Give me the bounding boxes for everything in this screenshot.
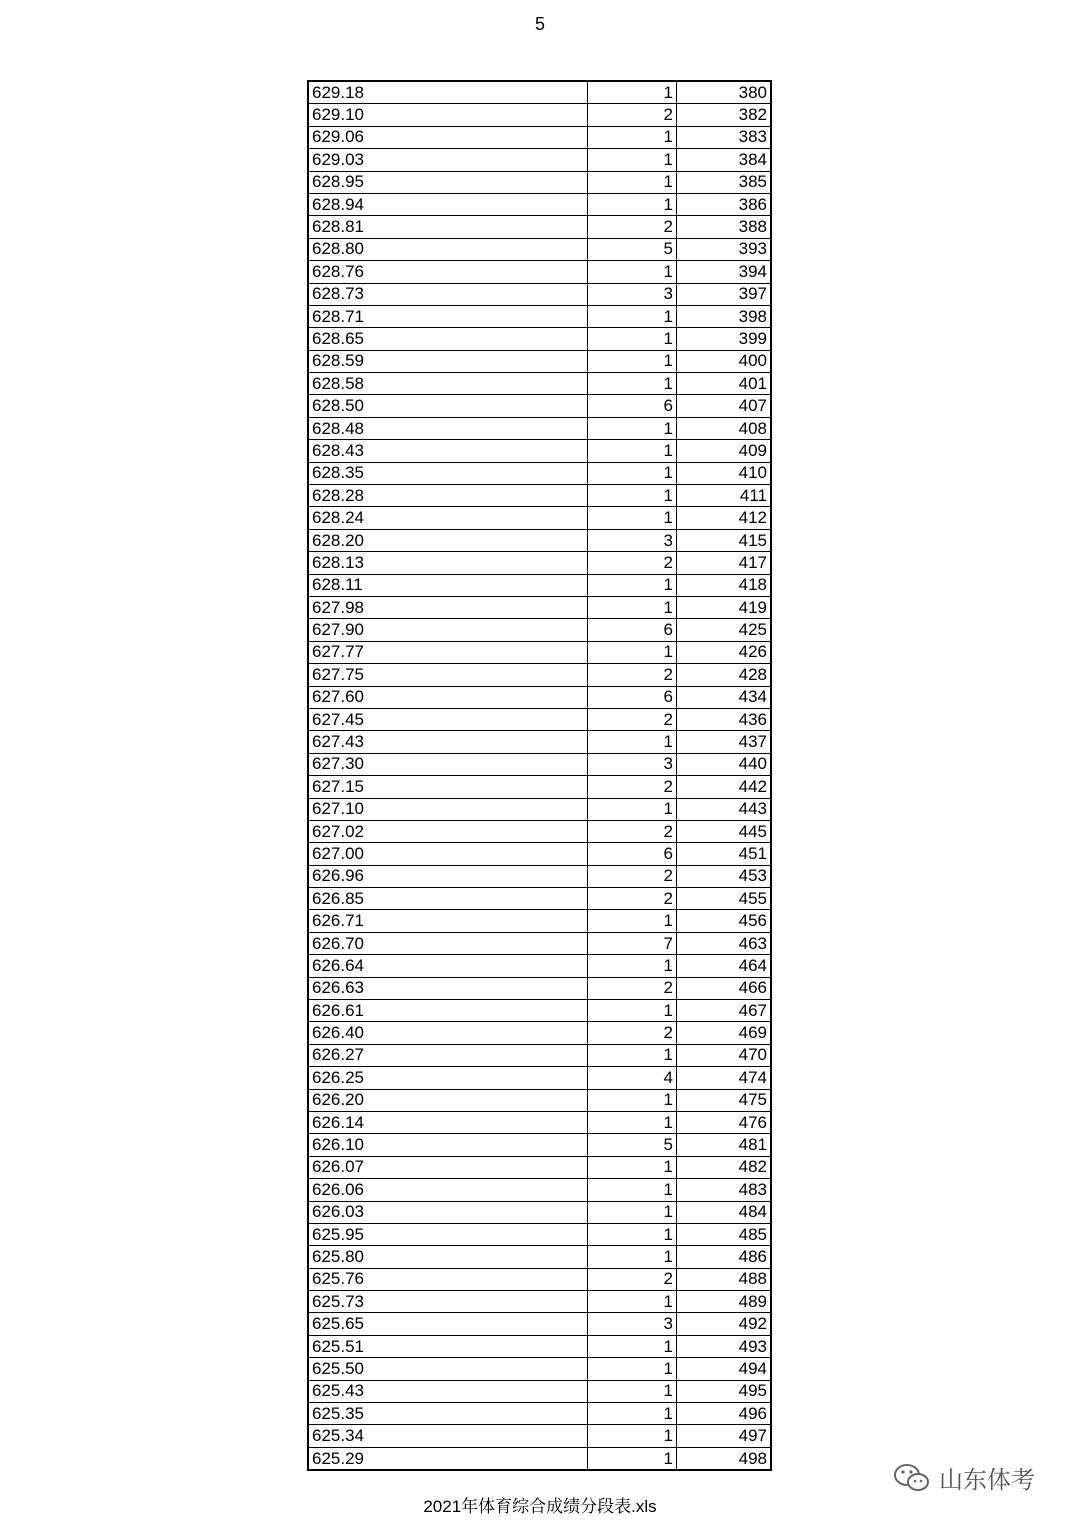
score-cell: 625.95 <box>308 1223 588 1245</box>
table-row <box>308 1447 771 1470</box>
count-cell: 1 <box>588 1380 677 1402</box>
score-cell: 626.61 <box>308 1000 588 1022</box>
table-row <box>308 1358 771 1380</box>
cumulative-cell: 410 <box>677 462 772 484</box>
table-row <box>308 81 771 104</box>
cumulative-cell: 415 <box>677 529 772 551</box>
count-cell: 1 <box>588 149 677 171</box>
table-row <box>308 529 771 551</box>
count-cell: 6 <box>588 843 677 865</box>
table-row <box>308 485 771 507</box>
table-row <box>308 1111 771 1133</box>
cumulative-cell: 408 <box>677 417 772 439</box>
score-cell: 626.07 <box>308 1156 588 1178</box>
score-cell: 625.50 <box>308 1358 588 1380</box>
cumulative-cell: 451 <box>677 843 772 865</box>
cumulative-cell: 393 <box>677 238 772 260</box>
score-cell: 628.65 <box>308 328 588 350</box>
count-cell: 1 <box>588 261 677 283</box>
score-cell: 627.75 <box>308 664 588 686</box>
table-row <box>308 731 771 753</box>
score-cell: 628.13 <box>308 552 588 574</box>
score-cell: 628.50 <box>308 395 588 417</box>
table-row <box>308 843 771 865</box>
cumulative-cell: 453 <box>677 865 772 887</box>
count-cell: 3 <box>588 753 677 775</box>
table-row <box>308 1022 771 1044</box>
score-cell: 625.65 <box>308 1313 588 1335</box>
count-cell: 1 <box>588 1000 677 1022</box>
table-row <box>308 820 771 842</box>
table-row <box>308 1044 771 1066</box>
table-row <box>308 1223 771 1245</box>
cumulative-cell: 463 <box>677 932 772 954</box>
table-row <box>308 149 771 171</box>
cumulative-cell: 417 <box>677 552 772 574</box>
table-row <box>308 283 771 305</box>
table-row <box>308 977 771 999</box>
table-row <box>308 1134 771 1156</box>
table-row <box>308 1201 771 1223</box>
cumulative-cell: 388 <box>677 216 772 238</box>
table-row <box>308 776 771 798</box>
score-table-body <box>308 81 771 1470</box>
count-cell: 1 <box>588 1089 677 1111</box>
table-row <box>308 216 771 238</box>
score-cell: 626.03 <box>308 1201 588 1223</box>
table-row <box>308 395 771 417</box>
watermark-text: 山东体考 <box>939 1467 1035 1494</box>
count-cell: 2 <box>588 664 677 686</box>
score-cell: 626.20 <box>308 1089 588 1111</box>
score-cell: 626.06 <box>308 1179 588 1201</box>
cumulative-cell: 484 <box>677 1201 772 1223</box>
cumulative-cell: 434 <box>677 686 772 708</box>
score-cell: 627.98 <box>308 596 588 618</box>
table-row <box>308 1425 771 1447</box>
cumulative-cell: 409 <box>677 440 772 462</box>
cumulative-cell: 494 <box>677 1358 772 1380</box>
table-row <box>308 350 771 372</box>
table-row <box>308 417 771 439</box>
cumulative-cell: 467 <box>677 1000 772 1022</box>
cumulative-cell: 488 <box>677 1268 772 1290</box>
cumulative-cell: 442 <box>677 776 772 798</box>
count-cell: 1 <box>588 328 677 350</box>
count-cell: 1 <box>588 305 677 327</box>
count-cell: 1 <box>588 1201 677 1223</box>
table-row <box>308 708 771 730</box>
count-cell: 1 <box>588 955 677 977</box>
count-cell: 1 <box>588 1447 677 1470</box>
score-cell: 628.80 <box>308 238 588 260</box>
count-cell: 4 <box>588 1067 677 1089</box>
score-cell: 625.76 <box>308 1268 588 1290</box>
table-row <box>308 641 771 663</box>
count-cell: 1 <box>588 1425 677 1447</box>
cumulative-cell: 412 <box>677 507 772 529</box>
table-row <box>308 596 771 618</box>
count-cell: 1 <box>588 798 677 820</box>
count-cell: 1 <box>588 1111 677 1133</box>
table-row <box>308 798 771 820</box>
count-cell: 2 <box>588 552 677 574</box>
score-cell: 625.29 <box>308 1447 588 1470</box>
score-cell: 628.81 <box>308 216 588 238</box>
count-cell: 1 <box>588 126 677 148</box>
count-cell: 6 <box>588 686 677 708</box>
count-cell: 1 <box>588 1246 677 1268</box>
score-cell: 628.76 <box>308 261 588 283</box>
cumulative-cell: 425 <box>677 619 772 641</box>
score-cell: 626.85 <box>308 888 588 910</box>
score-cell: 627.02 <box>308 820 588 842</box>
cumulative-cell: 436 <box>677 708 772 730</box>
score-cell: 626.27 <box>308 1044 588 1066</box>
score-cell: 628.43 <box>308 440 588 462</box>
score-cell: 626.70 <box>308 932 588 954</box>
count-cell: 1 <box>588 193 677 215</box>
score-cell: 628.94 <box>308 193 588 215</box>
count-cell: 2 <box>588 1268 677 1290</box>
score-cell: 628.28 <box>308 485 588 507</box>
count-cell: 1 <box>588 574 677 596</box>
score-cell: 628.59 <box>308 350 588 372</box>
score-cell: 626.64 <box>308 955 588 977</box>
cumulative-cell: 386 <box>677 193 772 215</box>
table-row <box>308 305 771 327</box>
count-cell: 1 <box>588 1335 677 1357</box>
count-cell: 1 <box>588 1179 677 1201</box>
cumulative-cell: 400 <box>677 350 772 372</box>
count-cell: 2 <box>588 865 677 887</box>
cumulative-cell: 399 <box>677 328 772 350</box>
table-row <box>308 193 771 215</box>
count-cell: 1 <box>588 1044 677 1066</box>
count-cell: 2 <box>588 820 677 842</box>
cumulative-cell: 476 <box>677 1111 772 1133</box>
cumulative-cell: 496 <box>677 1403 772 1425</box>
table-row <box>308 1313 771 1335</box>
score-cell: 625.80 <box>308 1246 588 1268</box>
score-cell: 627.60 <box>308 686 588 708</box>
table-row <box>308 1156 771 1178</box>
cumulative-cell: 440 <box>677 753 772 775</box>
table-row <box>308 328 771 350</box>
count-cell: 1 <box>588 440 677 462</box>
cumulative-cell: 483 <box>677 1179 772 1201</box>
table-row <box>308 1000 771 1022</box>
score-cell: 628.73 <box>308 283 588 305</box>
score-cell: 629.18 <box>308 81 588 104</box>
score-cell: 628.24 <box>308 507 588 529</box>
score-cell: 626.10 <box>308 1134 588 1156</box>
count-cell: 1 <box>588 373 677 395</box>
score-cell: 627.77 <box>308 641 588 663</box>
table-row <box>308 753 771 775</box>
table-row <box>308 126 771 148</box>
table-row <box>308 552 771 574</box>
table-row <box>308 1067 771 1089</box>
score-cell: 627.30 <box>308 753 588 775</box>
score-cell: 629.10 <box>308 104 588 126</box>
score-cell: 626.63 <box>308 977 588 999</box>
score-cell: 628.48 <box>308 417 588 439</box>
table-row <box>308 686 771 708</box>
score-cell: 625.35 <box>308 1403 588 1425</box>
table-row <box>308 1089 771 1111</box>
count-cell: 5 <box>588 1134 677 1156</box>
cumulative-cell: 407 <box>677 395 772 417</box>
table-row <box>308 1246 771 1268</box>
table-row <box>308 261 771 283</box>
count-cell: 1 <box>588 641 677 663</box>
table-row <box>308 171 771 193</box>
cumulative-cell: 426 <box>677 641 772 663</box>
table-row <box>308 104 771 126</box>
count-cell: 2 <box>588 977 677 999</box>
cumulative-cell: 398 <box>677 305 772 327</box>
footer-filename: 2021年体育综合成绩分段表.xls <box>423 1497 657 1516</box>
count-cell: 2 <box>588 708 677 730</box>
count-cell: 1 <box>588 1223 677 1245</box>
score-cell: 628.95 <box>308 171 588 193</box>
count-cell: 1 <box>588 1156 677 1178</box>
count-cell: 1 <box>588 1291 677 1313</box>
score-cell: 627.15 <box>308 776 588 798</box>
table-row <box>308 462 771 484</box>
cumulative-cell: 485 <box>677 1223 772 1245</box>
count-cell: 1 <box>588 1358 677 1380</box>
count-cell: 1 <box>588 1403 677 1425</box>
table-row <box>308 910 771 932</box>
cumulative-cell: 394 <box>677 261 772 283</box>
table-row <box>308 440 771 462</box>
count-cell: 2 <box>588 104 677 126</box>
score-cell: 627.90 <box>308 619 588 641</box>
count-cell: 1 <box>588 171 677 193</box>
table-row <box>308 664 771 686</box>
cumulative-cell: 469 <box>677 1022 772 1044</box>
score-cell: 626.14 <box>308 1111 588 1133</box>
cumulative-cell: 495 <box>677 1380 772 1402</box>
cumulative-cell: 428 <box>677 664 772 686</box>
cumulative-cell: 418 <box>677 574 772 596</box>
count-cell: 2 <box>588 776 677 798</box>
cumulative-cell: 401 <box>677 373 772 395</box>
table-row <box>308 574 771 596</box>
page-number: 5 <box>534 14 545 34</box>
count-cell: 1 <box>588 81 677 104</box>
cumulative-cell: 385 <box>677 171 772 193</box>
table-row <box>308 373 771 395</box>
cumulative-cell: 492 <box>677 1313 772 1335</box>
table-row <box>308 238 771 260</box>
table-row <box>308 1380 771 1402</box>
count-cell: 5 <box>588 238 677 260</box>
score-cell: 628.20 <box>308 529 588 551</box>
table-row <box>308 1179 771 1201</box>
score-cell: 625.51 <box>308 1335 588 1357</box>
count-cell: 1 <box>588 462 677 484</box>
table-row <box>308 1268 771 1290</box>
score-cell: 629.03 <box>308 149 588 171</box>
count-cell: 6 <box>588 395 677 417</box>
score-cell: 628.35 <box>308 462 588 484</box>
cumulative-cell: 419 <box>677 596 772 618</box>
count-cell: 2 <box>588 888 677 910</box>
cumulative-cell: 411 <box>677 485 772 507</box>
cumulative-cell: 382 <box>677 104 772 126</box>
score-cell: 626.40 <box>308 1022 588 1044</box>
cumulative-cell: 455 <box>677 888 772 910</box>
score-cell: 627.45 <box>308 708 588 730</box>
count-cell: 7 <box>588 932 677 954</box>
cumulative-cell: 437 <box>677 731 772 753</box>
count-cell: 1 <box>588 417 677 439</box>
count-cell: 2 <box>588 216 677 238</box>
cumulative-cell: 486 <box>677 1246 772 1268</box>
cumulative-cell: 497 <box>677 1425 772 1447</box>
score-cell: 627.10 <box>308 798 588 820</box>
table-row <box>308 865 771 887</box>
score-cell: 627.43 <box>308 731 588 753</box>
cumulative-cell: 380 <box>677 81 772 104</box>
score-cell: 628.58 <box>308 373 588 395</box>
score-cell: 625.43 <box>308 1380 588 1402</box>
score-cell: 626.96 <box>308 865 588 887</box>
count-cell: 1 <box>588 596 677 618</box>
wechat-icon <box>893 1462 931 1494</box>
cumulative-cell: 498 <box>677 1447 772 1470</box>
table-row <box>308 619 771 641</box>
table-row <box>308 955 771 977</box>
cumulative-cell: 481 <box>677 1134 772 1156</box>
count-cell: 1 <box>588 350 677 372</box>
cumulative-cell: 475 <box>677 1089 772 1111</box>
cumulative-cell: 470 <box>677 1044 772 1066</box>
table-row <box>308 1335 771 1357</box>
score-cell: 628.71 <box>308 305 588 327</box>
score-cell: 628.11 <box>308 574 588 596</box>
cumulative-cell: 466 <box>677 977 772 999</box>
cumulative-cell: 474 <box>677 1067 772 1089</box>
score-table-container <box>307 80 772 1471</box>
cumulative-cell: 456 <box>677 910 772 932</box>
table-row <box>308 888 771 910</box>
table-row <box>308 1291 771 1313</box>
count-cell: 1 <box>588 731 677 753</box>
cumulative-cell: 397 <box>677 283 772 305</box>
count-cell: 3 <box>588 529 677 551</box>
count-cell: 3 <box>588 1313 677 1335</box>
cumulative-cell: 464 <box>677 955 772 977</box>
count-cell: 1 <box>588 910 677 932</box>
score-table <box>307 80 772 1471</box>
count-cell: 3 <box>588 283 677 305</box>
count-cell: 6 <box>588 619 677 641</box>
score-cell: 625.73 <box>308 1291 588 1313</box>
count-cell: 1 <box>588 485 677 507</box>
count-cell: 1 <box>588 507 677 529</box>
cumulative-cell: 493 <box>677 1335 772 1357</box>
cumulative-cell: 383 <box>677 126 772 148</box>
cumulative-cell: 482 <box>677 1156 772 1178</box>
score-cell: 627.00 <box>308 843 588 865</box>
score-cell: 626.71 <box>308 910 588 932</box>
table-row <box>308 932 771 954</box>
score-cell: 625.34 <box>308 1425 588 1447</box>
count-cell: 2 <box>588 1022 677 1044</box>
cumulative-cell: 445 <box>677 820 772 842</box>
watermark <box>893 1460 1035 1495</box>
score-cell: 626.25 <box>308 1067 588 1089</box>
table-row <box>308 1403 771 1425</box>
cumulative-cell: 384 <box>677 149 772 171</box>
table-row <box>308 507 771 529</box>
cumulative-cell: 443 <box>677 798 772 820</box>
cumulative-cell: 489 <box>677 1291 772 1313</box>
score-cell: 629.06 <box>308 126 588 148</box>
